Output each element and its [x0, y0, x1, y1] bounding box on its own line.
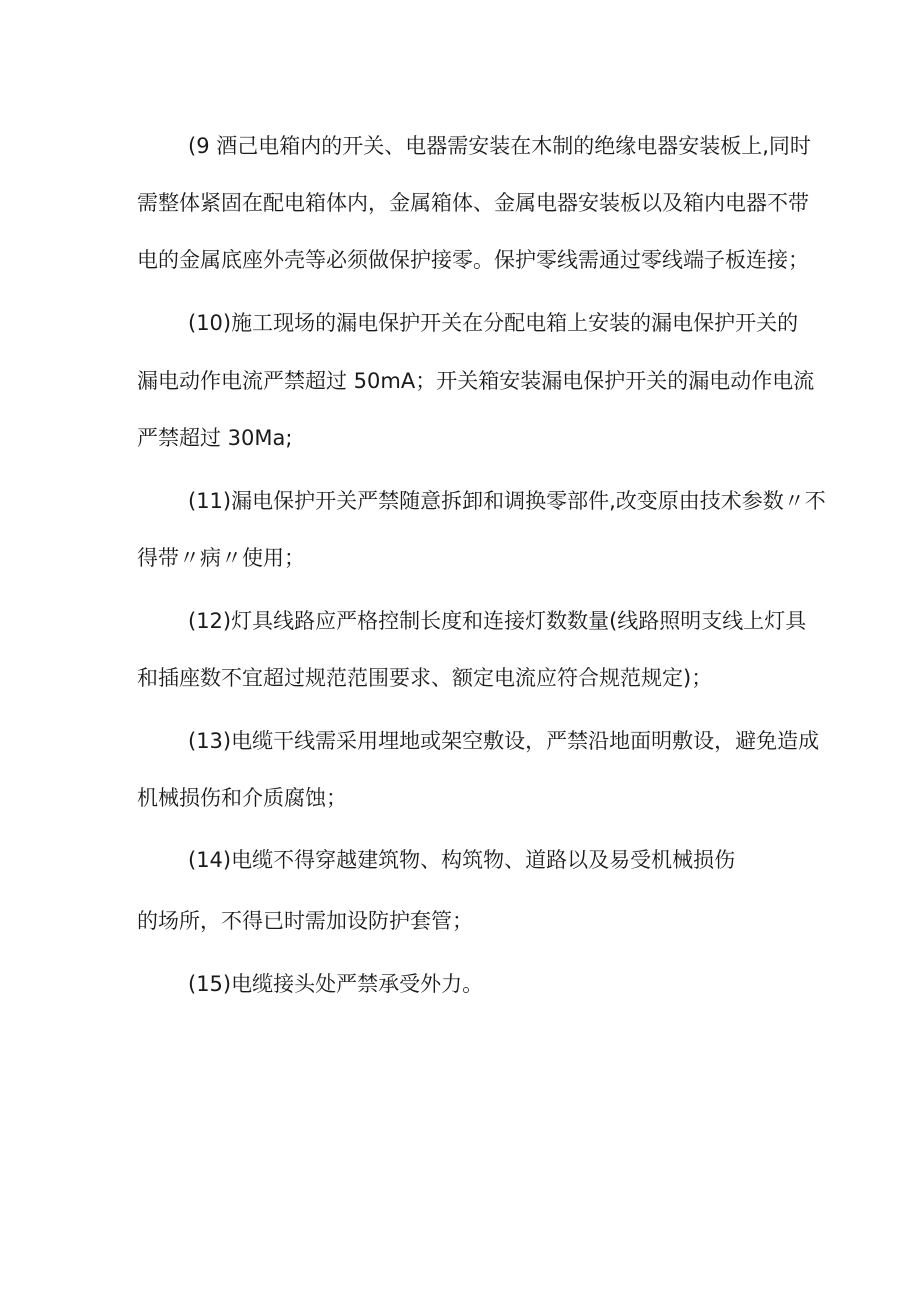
paragraph-14-line-2: 的场所，不得已时需加设防护套管； [137, 909, 473, 933]
paragraph-9-line-3: 电的金属底座外壳等必须做保护接零。保护零线需通过零线端子板连接； [137, 248, 809, 272]
paragraph-15-line-1: (15)电缆接头处严禁承受外力。 [188, 972, 484, 996]
paragraph-12-line-1: (12)灯具线路应严格控制长度和连接灯数数量(线路照明支线上灯具 [188, 609, 807, 633]
paragraph-10-line-1: (10)施工现场的漏电保护开关在分配电箱上安装的漏电保护开关的 [188, 311, 799, 335]
paragraph-10-line-2: 漏电动作电流严禁超过 50mA；开关箱安装漏电保护开关的漏电动作电流 [137, 369, 815, 393]
paragraph-13-line-1: (13)电缆干线需采用埋地或架空敷设，严禁沿地面明敷设，避免造成 [188, 729, 820, 753]
paragraph-9-line-2: 需整体紧固在配电箱体内，金属箱体、金属电器安装板以及箱内电器不带 [137, 191, 809, 215]
paragraph-13-line-2: 机械损伤和介质腐蚀； [137, 786, 347, 810]
paragraph-12-line-2: 和插座数不宜超过规范范围要求、额定电流应符合规范规定)； [137, 666, 713, 690]
paragraph-10-line-3: 严禁超过 30Ma; [137, 426, 293, 450]
paragraph-11-line-1: (11)漏电保护开关严禁随意拆卸和调换零部件,改变原由技术参数〃不 [188, 489, 826, 513]
paragraph-14-line-1: (14)电缆不得穿越建筑物、构筑物、道路以及易受机械损伤 [188, 848, 736, 872]
paragraph-11-line-2: 得带〃病〃使用； [137, 546, 305, 570]
paragraph-9-line-1: (9 酒己电箱内的开关、电器需安装在木制的绝缘电器安装板上,同时 [188, 134, 811, 158]
